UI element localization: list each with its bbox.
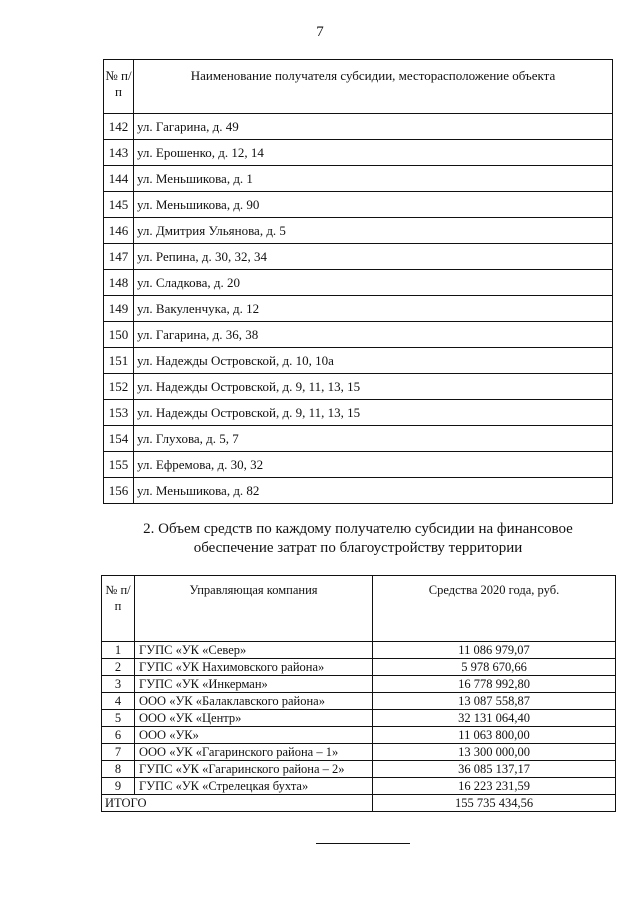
recipient-address: ул. Надежды Островской, д. 10, 10а — [134, 348, 613, 374]
section-2-title — [100, 520, 616, 558]
company-name: ООО «УК «Гагаринского района – 1» — [135, 744, 373, 761]
table-row — [102, 778, 616, 795]
recipient-address: ул. Дмитрия Ульянова, д. 5 — [134, 218, 613, 244]
table-row — [104, 452, 613, 478]
funds-value: 5 978 670,66 — [373, 659, 616, 676]
company-name: ГУПС «УК Нахимовского района» — [135, 659, 373, 676]
row-num: 1 — [102, 642, 135, 659]
recipients-table-body — [104, 114, 613, 504]
total-value: 155 735 434,56 — [373, 795, 616, 812]
row-num: 5 — [102, 710, 135, 727]
recipient-address: ул. Репина, д. 30, 32, 34 — [134, 244, 613, 270]
header-recipient-name: Наименование получателя субсидии, месторасположение объекта — [134, 60, 613, 114]
row-num: 154 — [104, 426, 134, 452]
section-title-line-1: 2. Объем средств по каждому получателю субсидии на финансовое — [143, 521, 573, 537]
row-num: 3 — [102, 676, 135, 693]
row-num: 151 — [104, 348, 134, 374]
funds-value: 36 085 137,17 — [373, 761, 616, 778]
row-num: 2 — [102, 659, 135, 676]
table-row — [102, 727, 616, 744]
total-row — [102, 795, 616, 812]
table-row — [104, 192, 613, 218]
header-company: Управляющая компания — [135, 576, 373, 642]
funds-value: 16 778 992,80 — [373, 676, 616, 693]
footer-divider — [316, 843, 410, 844]
funds-value: 16 223 231,59 — [373, 778, 616, 795]
funds-value: 13 087 558,87 — [373, 693, 616, 710]
company-name: ООО «УК «Центр» — [135, 710, 373, 727]
recipient-address: ул. Меньшикова, д. 1 — [134, 166, 613, 192]
recipient-address: ул. Сладкова, д. 20 — [134, 270, 613, 296]
row-num: 153 — [104, 400, 134, 426]
funds-value: 11 063 800,00 — [373, 727, 616, 744]
company-name: ГУПС «УК «Север» — [135, 642, 373, 659]
recipient-address: ул. Гагарина, д. 49 — [134, 114, 613, 140]
company-name: ГУПС «УК «Инкерман» — [135, 676, 373, 693]
company-name: ГУПС «УК «Гагаринского района – 2» — [135, 761, 373, 778]
header-num: № п/п — [102, 576, 135, 642]
table-row — [104, 218, 613, 244]
recipient-address: ул. Ерошенко, д. 12, 14 — [134, 140, 613, 166]
table-row — [104, 322, 613, 348]
company-name: ГУПС «УК «Стрелецкая бухта» — [135, 778, 373, 795]
row-num: 8 — [102, 761, 135, 778]
recipient-address: ул. Ефремова, д. 30, 32 — [134, 452, 613, 478]
table-row — [102, 642, 616, 659]
row-num: 143 — [104, 140, 134, 166]
table-row — [104, 166, 613, 192]
recipient-address: ул. Меньшикова, д. 90 — [134, 192, 613, 218]
row-num: 7 — [102, 744, 135, 761]
recipient-address: ул. Надежды Островской, д. 9, 11, 13, 15 — [134, 374, 613, 400]
row-num: 146 — [104, 218, 134, 244]
row-num: 152 — [104, 374, 134, 400]
page-number: 7 — [316, 24, 324, 40]
recipient-address: ул. Меньшикова, д. 82 — [134, 478, 613, 504]
row-num: 150 — [104, 322, 134, 348]
row-num: 149 — [104, 296, 134, 322]
table-row — [104, 478, 613, 504]
table-row — [102, 676, 616, 693]
total-label: ИТОГО — [102, 795, 373, 812]
recipient-address: ул. Надежды Островской, д. 9, 11, 13, 15 — [134, 400, 613, 426]
table-row — [104, 426, 613, 452]
table-row — [104, 114, 613, 140]
table-row — [104, 270, 613, 296]
row-num: 6 — [102, 727, 135, 744]
table-row — [104, 244, 613, 270]
header-funds: Средства 2020 года, руб. — [373, 576, 616, 642]
company-name: ООО «УК «Балаклавского района» — [135, 693, 373, 710]
section-title-line-2: обеспечение затрат по благоустройству территории — [193, 540, 523, 556]
recipient-address: ул. Гагарина, д. 36, 38 — [134, 322, 613, 348]
recipients-table — [103, 59, 613, 504]
row-num: 156 — [104, 478, 134, 504]
table-row — [102, 659, 616, 676]
table-row — [102, 744, 616, 761]
funds-table — [101, 575, 616, 812]
header-num: № п/п — [104, 60, 134, 114]
funds-value: 13 300 000,00 — [373, 744, 616, 761]
row-num: 142 — [104, 114, 134, 140]
funds-table-body — [102, 642, 616, 795]
table-row — [102, 761, 616, 778]
funds-value: 32 131 064,40 — [373, 710, 616, 727]
row-num: 145 — [104, 192, 134, 218]
table-row — [104, 296, 613, 322]
row-num: 144 — [104, 166, 134, 192]
company-name: ООО «УК» — [135, 727, 373, 744]
table-row — [102, 710, 616, 727]
row-num: 155 — [104, 452, 134, 478]
row-num: 147 — [104, 244, 134, 270]
table-row — [102, 693, 616, 710]
table-row — [104, 374, 613, 400]
funds-table-header — [102, 576, 616, 642]
recipient-address: ул. Вакуленчука, д. 12 — [134, 296, 613, 322]
funds-value: 11 086 979,07 — [373, 642, 616, 659]
recipients-table-header — [104, 60, 613, 114]
table-row — [104, 140, 613, 166]
recipient-address: ул. Глухова, д. 5, 7 — [134, 426, 613, 452]
row-num: 4 — [102, 693, 135, 710]
table-row — [104, 400, 613, 426]
table-row — [104, 348, 613, 374]
row-num: 9 — [102, 778, 135, 795]
row-num: 148 — [104, 270, 134, 296]
